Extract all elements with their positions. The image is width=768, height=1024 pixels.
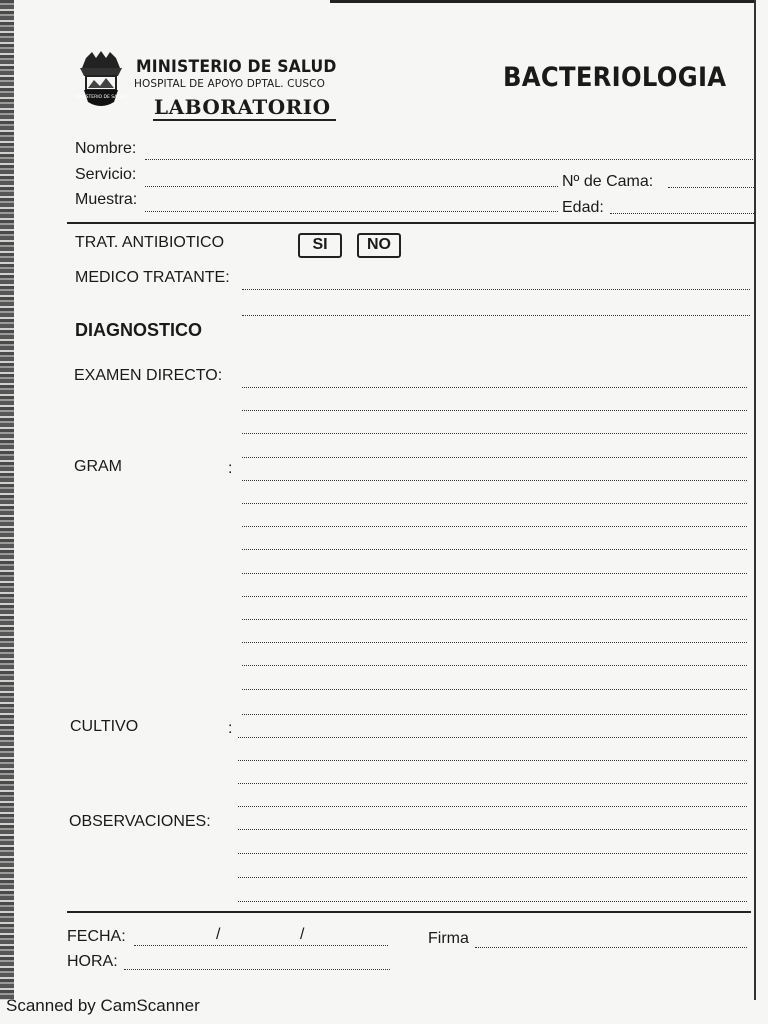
nombre-label: Nombre: [75,140,137,157]
gram-line[interactable] [242,457,747,458]
gram-line[interactable] [242,642,747,643]
si-checkbox[interactable]: SI [298,233,342,258]
form-title: BACTERIOLOGIA [503,62,727,93]
gram-line[interactable] [242,573,747,574]
date-separator: / [300,926,305,943]
gram-line[interactable] [242,596,747,597]
gram-line[interactable] [242,503,747,504]
cultivo-line[interactable] [238,760,747,761]
medico-label: MEDICO TRATANTE: [75,269,230,286]
cultivo-line[interactable] [238,806,747,807]
section-divider-bottom [67,911,751,913]
cultivo-line[interactable] [238,737,747,738]
diagnostico-title: DIAGNOSTICO [75,320,203,340]
gram-line[interactable] [242,665,747,666]
cultivo-line[interactable] [238,783,747,784]
hospital-name: HOSPITAL DE APOYO DPTAL. CUSCO [134,78,325,90]
examen-line[interactable] [242,387,747,388]
observaciones-label: OBSERVACIONES: [69,813,211,830]
department-title: LABORATORIO [154,95,331,119]
department-underline [153,119,336,121]
examen-line[interactable] [242,433,747,434]
examen-directo-label: EXAMEN DIRECTO: [74,367,223,384]
gram-line[interactable] [242,619,747,620]
no-checkbox[interactable]: NO [357,233,401,258]
section-divider-top [67,222,755,224]
gram-line[interactable] [242,526,747,527]
cama-label: Nº de Cama: [562,173,654,190]
observaciones-line[interactable] [238,901,747,902]
svg-text:MINISTERIO DE SALUD: MINISTERIO DE SALUD [76,95,126,100]
cultivo-label: CULTIVO [70,718,139,735]
nombre-field[interactable] [145,159,753,160]
gram-line[interactable] [242,480,747,481]
scan-edge-shadow [0,0,14,1000]
gram-line[interactable] [242,689,747,690]
firma-label: Firma [428,930,469,947]
antibiotico-label: TRAT. ANTIBIOTICO [75,234,225,251]
cama-field[interactable] [668,187,754,188]
date-separator: / [216,926,221,943]
servicio-field[interactable] [145,186,558,187]
ministry-crest-icon [76,50,126,112]
hora-label: HORA: [67,953,118,970]
scan-watermark: Scanned by CamScanner [6,996,200,1015]
examen-line[interactable] [242,410,747,411]
edad-field[interactable] [610,213,754,214]
fecha-label: FECHA: [67,928,126,945]
page-top-edge [330,0,755,3]
hora-field[interactable] [124,969,390,970]
medico-field-1[interactable] [242,289,750,290]
gram-line[interactable] [242,714,747,715]
ministry-name: MINISTERIO DE SALUD [136,57,337,77]
muestra-label: Muestra: [75,191,138,208]
cultivo-colon: : [228,720,233,737]
gram-label: GRAM [74,458,122,475]
fecha-field[interactable] [134,945,388,946]
observaciones-line[interactable] [238,853,747,854]
page-right-edge [754,0,756,1000]
gram-line[interactable] [242,549,747,550]
servicio-label: Servicio: [75,166,137,183]
observaciones-line[interactable] [238,829,747,830]
observaciones-line[interactable] [238,877,747,878]
muestra-field[interactable] [145,211,558,212]
edad-label: Edad: [562,199,604,216]
firma-field[interactable] [475,947,747,948]
medico-field-2[interactable] [242,315,750,316]
gram-colon: : [228,460,233,477]
